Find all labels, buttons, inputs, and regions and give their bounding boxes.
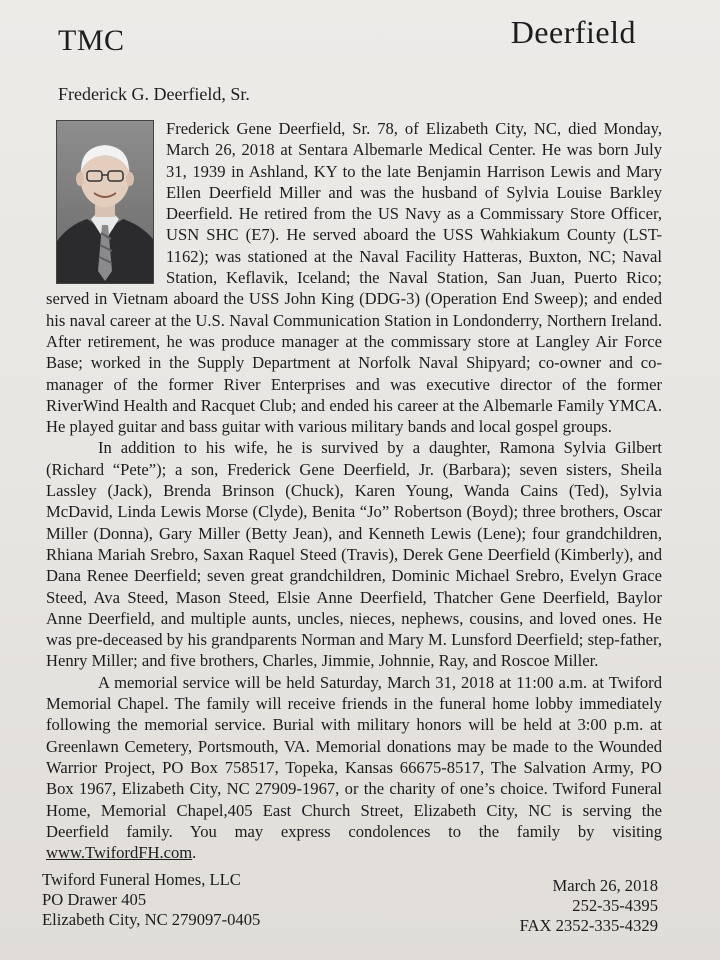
- funeral-home-name: Twiford Funeral Homes, LLC: [42, 870, 241, 889]
- obituary-paragraph-2: In addition to his wife, he is survived by a daughter, Ramona Sylvia Gilbert (Richard “Pete”); a son, Frederick Gene Deerfield, Jr. (Barbara); seven sisters, Sheila Lassley (Jack), Brenda Brinson (Chuck), Karen Young, Wanda Cains (Ted), Sylvia McDavid, Linda Lewis Morse (Clyde), Benita “Jo” Robertson (Boyd); three brothers, Oscar Miller (Donna), Gary Miller (Betty Jean), and Kenneth Lewis (Lene); four grandchildren, Rhiana Mariah Srebro, Saxan Raquel Steed (Travis), Derek Gene Deerfield (Kimberly), and Dana Renee Deerfield; seven great grandchildren, Dominic Michael Srebro, Evelyn Grace Steed, Ava Steed, Mason Steed, Elsie Anne Deerfield, Thatcher Gene Deerfield, Baylor Anne Deerfield, and multiple aunts, uncles, nieces, nephews, cousins, and loved ones. He was pre-deceased by his grandparents Norman and Mary M. Lunsford Deerfield; step-father, Henry Miller; and five brothers, Charles, Jimmie, Johnnie, Ray, and Roscoe Miller.: [46, 438, 662, 671]
- decedent-name: Frederick G. Deerfield, Sr.: [58, 84, 250, 104]
- funeral-home-phone: 252-35-4395: [572, 896, 658, 915]
- obituary-paragraph-3-text: A memorial service will be held Saturday, March 31, 2018 at 11:00 a.m. at Twiford Memorial Chapel. The family will receive friends in the funeral home lobby immediately following the memorial service. Burial with military honors will be held at 3:00 p.m. at Greenlawn Cemetery, Portsmouth, VA. Memorial donations may be made to the Wounded Warrior Project, PO Box 758517, Topeka, Kansas 66675-8517, The Salvation Army, PO Box 1967, Elizabeth City, NC 27909-1967, or the charity of one’s choice. Twiford Funeral Home, Memorial Chapel,405 East Church Street, Elizabeth City, NC is serving the Deerfield family. You may express condolences to the family by visiting: [46, 672, 662, 841]
- funeral-home-contact: [520, 876, 658, 936]
- obituary-body: [46, 118, 662, 863]
- funeral-home-address: [42, 870, 260, 930]
- obituary-paragraph-1: Frederick Gene Deerfield, Sr. 78, of Elizabeth City, NC, died Monday, March 26, 2018 at Sentara Albemarle Medical Center. He was born July 31, 1939 in Ashland, KY to the late Benjamin Harrison Lewis and Mary Ellen Deerfield Miller and was the husband of Sylvia Louise Barkley Deerfield. He retired from the US Navy as a Commissary Store Officer, USN SHC (E7). He served aboard the USS Wahkiakum County (LST-1162); was stationed at the Naval Facility Hatteras, Buxton, NC; Naval Station, Keflavik, Iceland; the Naval Station, San Juan, Puerto Rico; served in Vietnam aboard the USS John King (DDG-3) (Operation End Sweep); and ended his naval career at the U.S. Naval Communication Station in Londonderry, Northern Ireland. After retirement, he was produce manager at the commissary store at Langley Air Force Base; worked in the Supply Department at Norfolk Naval Shipyard; co-owner and co-manager of the former River Enterprises and was executive director of the former RiverWind Health and Racquet Club; and ended his career at the Albemarle Family YMCA. He played guitar and bass guitar with various military bands and local gospel groups.: [46, 119, 662, 437]
- funeral-home-website-link[interactable]: www.TwifordFH.com: [46, 843, 193, 863]
- notice-date: March 26, 2018: [552, 876, 658, 895]
- funeral-home-po-box: PO Drawer 405: [42, 890, 147, 909]
- header-tmc: TMC: [58, 24, 125, 57]
- portrait-icon: [57, 121, 153, 283]
- portrait-photo: [56, 120, 154, 284]
- obituary-paragraph-3-end: .: [192, 843, 197, 863]
- obituary-paragraph-3: [46, 672, 662, 864]
- funeral-home-fax: FAX 2352-335-4329: [519, 916, 658, 935]
- funeral-home-city: Elizabeth City, NC 279097-0405: [42, 910, 261, 929]
- header-surname: Deerfield: [510, 14, 636, 50]
